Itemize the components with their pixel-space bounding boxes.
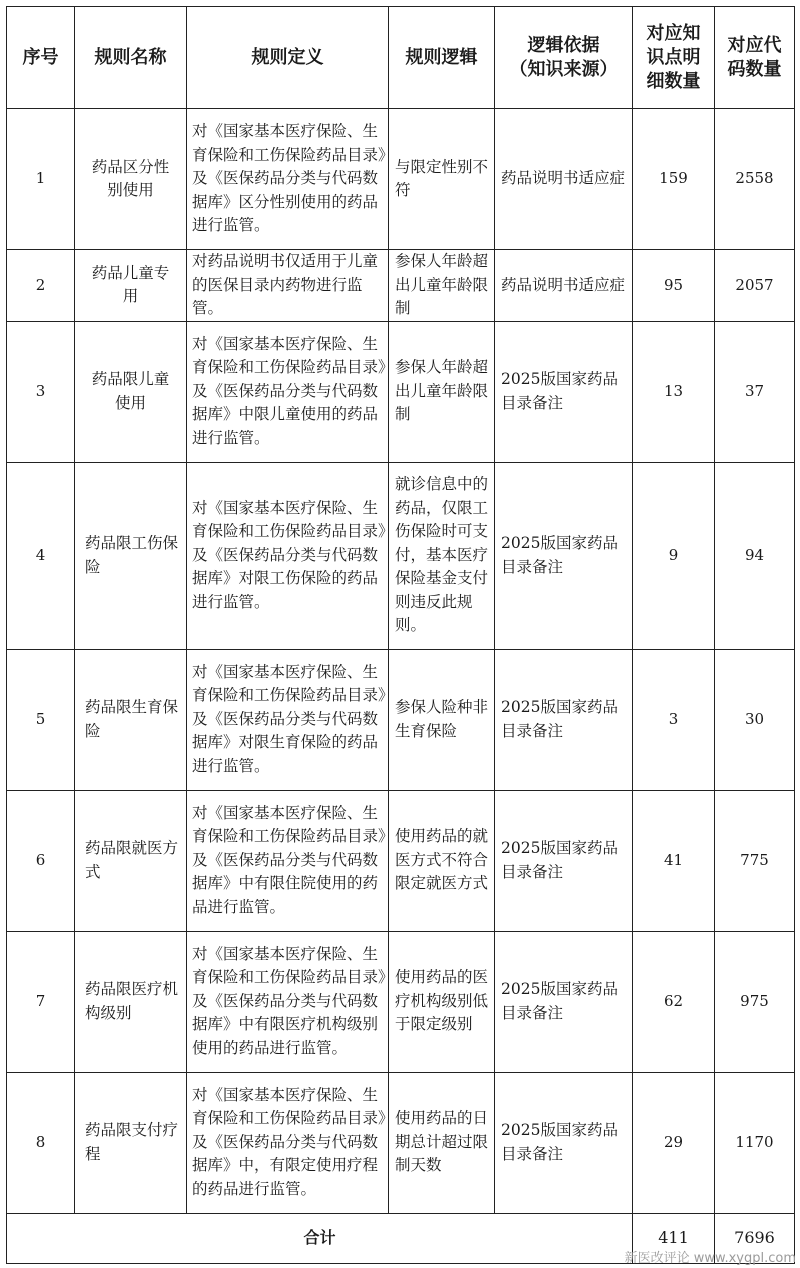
rule-logic: 参保人年龄超出儿童年龄限制: [389, 321, 495, 462]
rule-name: 药品限儿童使用: [75, 321, 187, 462]
table-row: [7, 1072, 795, 1213]
table-row: [7, 790, 795, 931]
rule-logic: 参保人年龄超出儿童年龄限制: [389, 250, 495, 322]
total-code-count: 7696: [715, 1213, 795, 1263]
rule-definition: 对《国家基本医疗保险、生育保险和工伤保险药品目录》及《医保药品分类与代码数据库》中有限医疗机构级别使用的药品进行监管。: [187, 931, 389, 1072]
table-row: [7, 649, 795, 790]
table-row: [7, 109, 795, 250]
knowledge-count: 9: [633, 462, 715, 649]
rule-name: 药品区分性别使用: [75, 109, 187, 250]
rule-name: 药品儿童专用: [75, 250, 187, 322]
table-header-row: [7, 7, 795, 109]
header-code-count: 对应代码数量: [715, 7, 795, 109]
logic-basis: 2025版国家药品目录备注: [495, 790, 633, 931]
code-count: 1170: [715, 1072, 795, 1213]
table-row: [7, 250, 795, 322]
logic-basis: 2025版国家药品目录备注: [495, 462, 633, 649]
logic-basis: 药品说明书适应症: [495, 109, 633, 250]
total-label: 合计: [7, 1213, 633, 1263]
row-index: 3: [7, 321, 75, 462]
rule-definition: 对药品说明书仅适用于儿童的医保目录内药物进行监管。: [187, 250, 389, 322]
table-row: [7, 321, 795, 462]
header-index: 序号: [7, 7, 75, 109]
knowledge-count: 62: [633, 931, 715, 1072]
row-index: 6: [7, 790, 75, 931]
logic-basis: 2025版国家药品目录备注: [495, 931, 633, 1072]
rule-definition: 对《国家基本医疗保险、生育保险和工伤保险药品目录》及《医保药品分类与代码数据库》中有限住院使用的药品进行监管。: [187, 790, 389, 931]
total-knowledge-count: 411: [633, 1213, 715, 1263]
knowledge-count: 159: [633, 109, 715, 250]
rule-logic: 使用药品的日期总计超过限制天数: [389, 1072, 495, 1213]
row-index: 2: [7, 250, 75, 322]
rule-logic: 使用药品的医疗机构级别低于限定级别: [389, 931, 495, 1072]
header-rule-logic: 规则逻辑: [389, 7, 495, 109]
row-index: 5: [7, 649, 75, 790]
logic-basis: 2025版国家药品目录备注: [495, 1072, 633, 1213]
document-page: [6, 6, 794, 1264]
rule-logic: 与限定性别不符: [389, 109, 495, 250]
table-row: [7, 931, 795, 1072]
code-count: 2057: [715, 250, 795, 322]
rule-logic: 就诊信息中的药品，仅限工伤保险时可支付，基本医疗保险基金支付则违反此规则。: [389, 462, 495, 649]
rule-name: 药品限生育保险: [75, 649, 187, 790]
code-count: 94: [715, 462, 795, 649]
logic-basis: 药品说明书适应症: [495, 250, 633, 322]
knowledge-count: 29: [633, 1072, 715, 1213]
logic-basis: 2025版国家药品目录备注: [495, 649, 633, 790]
row-index: 8: [7, 1072, 75, 1213]
rule-logic: 使用药品的就医方式不符合限定就医方式: [389, 790, 495, 931]
header-knowledge-count: 对应知识点明细数量: [633, 7, 715, 109]
knowledge-count: 13: [633, 321, 715, 462]
rule-name: 药品限就医方式: [75, 790, 187, 931]
rule-definition: 对《国家基本医疗保险、生育保险和工伤保险药品目录》及《医保药品分类与代码数据库》对限生育保险的药品进行监管。: [187, 649, 389, 790]
rule-definition: 对《国家基本医疗保险、生育保险和工伤保险药品目录》及《医保药品分类与代码数据库》对限工伤保险的药品进行监管。: [187, 462, 389, 649]
code-count: 775: [715, 790, 795, 931]
rule-name: 药品限医疗机构级别: [75, 931, 187, 1072]
code-count: 37: [715, 321, 795, 462]
watermark: 新医改评论 www.xygpl.com: [624, 1251, 796, 1266]
rule-name: 药品限支付疗程: [75, 1072, 187, 1213]
row-index: 1: [7, 109, 75, 250]
header-logic-basis: 逻辑依据 （知识来源）: [495, 7, 633, 109]
header-rule-name: 规则名称: [75, 7, 187, 109]
knowledge-count: 41: [633, 790, 715, 931]
row-index: 4: [7, 462, 75, 649]
logic-basis: 2025版国家药品目录备注: [495, 321, 633, 462]
rule-name: 药品限工伤保险: [75, 462, 187, 649]
rule-logic: 参保人险种非生育保险: [389, 649, 495, 790]
rule-definition: 对《国家基本医疗保险、生育保险和工伤保险药品目录》及《医保药品分类与代码数据库》中，有限定使用疗程的药品进行监管。: [187, 1072, 389, 1213]
rules-table: [6, 6, 795, 1264]
row-index: 7: [7, 931, 75, 1072]
code-count: 975: [715, 931, 795, 1072]
header-rule-definition: 规则定义: [187, 7, 389, 109]
table-row: [7, 462, 795, 649]
code-count: 2558: [715, 109, 795, 250]
knowledge-count: 95: [633, 250, 715, 322]
knowledge-count: 3: [633, 649, 715, 790]
rule-definition: 对《国家基本医疗保险、生育保险和工伤保险药品目录》及《医保药品分类与代码数据库》区分性别使用的药品进行监管。: [187, 109, 389, 250]
rule-definition: 对《国家基本医疗保险、生育保险和工伤保险药品目录》及《医保药品分类与代码数据库》中限儿童使用的药品进行监管。: [187, 321, 389, 462]
code-count: 30: [715, 649, 795, 790]
